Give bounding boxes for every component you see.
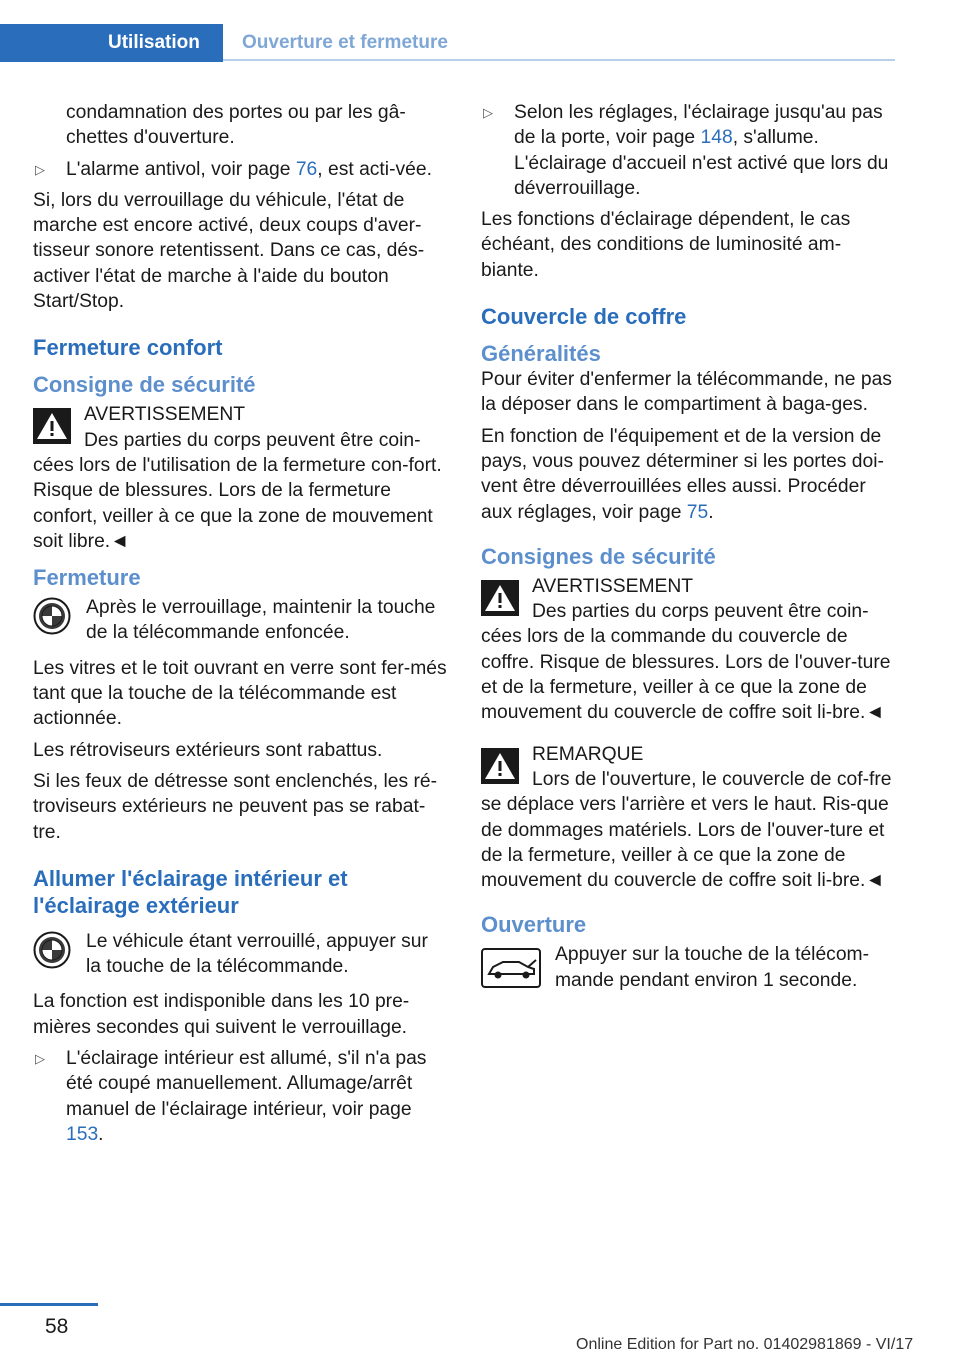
section-heading: Fermeture confort (33, 335, 223, 361)
remote-hint (33, 595, 447, 646)
page-link[interactable]: 153 (66, 1123, 99, 1145)
hint-text: Appuyer sur la touche de la télécom-mande pendant environ 1 seconde. (555, 944, 870, 991)
subsection-heading: Généralités (481, 341, 601, 367)
list-item-text: Selon les réglages, l'éclairage jusqu'au pas de la porte, voir page (514, 102, 883, 149)
triangle-bullet-icon: ▷ (483, 105, 493, 120)
section-heading: Couvercle de coffre (481, 304, 687, 330)
paragraph: Les vitres et le toit ouvrant en verre sont fer-més tant que la touche de la télécommande est actionnée. (33, 657, 447, 730)
warning-box (33, 402, 447, 554)
triangle-bullet-icon: ▷ (35, 161, 45, 177)
list-item (481, 100, 897, 201)
warning-icon (481, 580, 519, 616)
remote-hint (33, 929, 447, 980)
header-divider (223, 59, 895, 61)
list-item (33, 157, 447, 182)
right-column (481, 100, 897, 1006)
hint-text: Le véhicule étant verrouillé, appuyer sur la touche de la télécommande. (86, 930, 428, 978)
edition-text: Online Edition for Part no. 01402981869 - VI/17 (576, 1336, 914, 1353)
subsection-heading: Ouverture (481, 912, 587, 938)
section-heading: Allumer l'éclairage intérieur et l'éclairage extérieur (33, 865, 348, 918)
notice-title: REMARQUE (532, 743, 644, 765)
list-item-text: , est acti-vée. (317, 158, 432, 180)
bmw-key-icon (33, 931, 71, 969)
list-item (33, 1046, 447, 1147)
bmw-key-icon (33, 597, 71, 635)
left-column (33, 100, 447, 1153)
notice-box (481, 742, 897, 894)
hint-text: Après le verrouillage, maintenir la touche de la télécommande enfoncée. (86, 597, 436, 644)
warning-icon (481, 748, 519, 784)
footer-divider (0, 1303, 98, 1306)
warning-icon (33, 408, 71, 444)
page-header (0, 24, 895, 62)
subsection-heading: Fermeture (33, 565, 141, 591)
paragraph: La fonction est indisponible dans les 10 pre-mières secondes qui suivent le verrouillage. (33, 991, 410, 1038)
subsection-tab: Ouverture et fermeture (242, 32, 448, 53)
page-number: 58 (45, 1315, 69, 1338)
paragraph: Les fonctions d'éclairage dépendent, le cas échéant, des conditions de luminosité am-biante. (481, 209, 851, 281)
section-tab: Utilisation (0, 24, 223, 62)
page-link[interactable]: 76 (295, 158, 318, 180)
trunk-button-hint (481, 942, 897, 996)
paragraph (481, 424, 897, 525)
warning-title: AVERTISSEMENT (84, 404, 246, 426)
list-item-text: L'alarme antivol, voir page (66, 158, 296, 180)
notice-text: Lors de l'ouverture, le couvercle de cof-fre se déplace vers l'arrière et vers le haut. Ris-que de dommages matériels. Lors de l'ouver-ture et de la fermeture, veiller à ce que la zone de mouvement du couvercle de coffre soit li-bre.◄ (481, 768, 892, 892)
warning-box (481, 574, 897, 726)
subsection-heading: Consigne de sécurité (33, 372, 256, 398)
triangle-bullet-icon: ▷ (35, 1051, 45, 1067)
paragraph: Si, lors du verrouillage du véhicule, l'état de marche est encore activé, deux coups d'aver-tisseur sonore retentissent. Dans ce cas, dés-activer l'état de marche à l'aide du bouton Start/Stop. (33, 189, 425, 313)
list-item-text: L'éclairage intérieur est allumé, s'il n'a pas été coupé manuellement. Allumage/arrêt manuel de l'éclairage intérieur, voir page (66, 1048, 427, 1120)
list-item-text: , s'allume. L'éclairage d'accueil n'est activé que lors du déverrouillage. (514, 127, 889, 199)
subsection-heading: Consignes de sécurité (481, 543, 716, 569)
paragraph: Les rétroviseurs extérieurs sont rabattus. (33, 739, 383, 761)
paragraph-text: En fonction de l'équipement et de la version de pays, vous pouvez déterminer si les portes doi-vent être déverrouillées elles aussi. Procéder aux réglages, voir page (481, 425, 884, 523)
paragraph: Si les feux de détresse sont enclenchés, les ré-troviseurs extérieurs ne peuvent pas se rabat-tre. (33, 770, 438, 843)
paragraph: Pour éviter d'enfermer la télécommande, ne pas la déposer dans le compartiment à baga-ges. (481, 369, 892, 416)
page-link[interactable]: 148 (700, 127, 733, 149)
page-link[interactable]: 75 (686, 501, 709, 523)
car-trunk-icon (481, 948, 541, 988)
list-item-text: . (98, 1123, 104, 1145)
warning-text: Des parties du corps peuvent être coin-cées lors de l'utilisation de la fermeture con-fort. Risque de blessures. Lors de la fermeture confort, veiller à ce que la zone de mouvement soit libre.◄ (33, 429, 442, 552)
paragraph-text: . (708, 501, 714, 523)
paragraph: condamnation des portes ou par les gâ-chettes d'ouverture. (66, 102, 406, 149)
warning-text: Des parties du corps peuvent être coin-cées lors de la commande du couvercle de coffre. Risque de blessures. Lors de l'ouver-ture et de la fermeture, veiller à ce que la zone de mouvement du couvercle de coffre soit li-bre.◄ (481, 601, 891, 724)
warning-title: AVERTISSEMENT (532, 575, 694, 597)
